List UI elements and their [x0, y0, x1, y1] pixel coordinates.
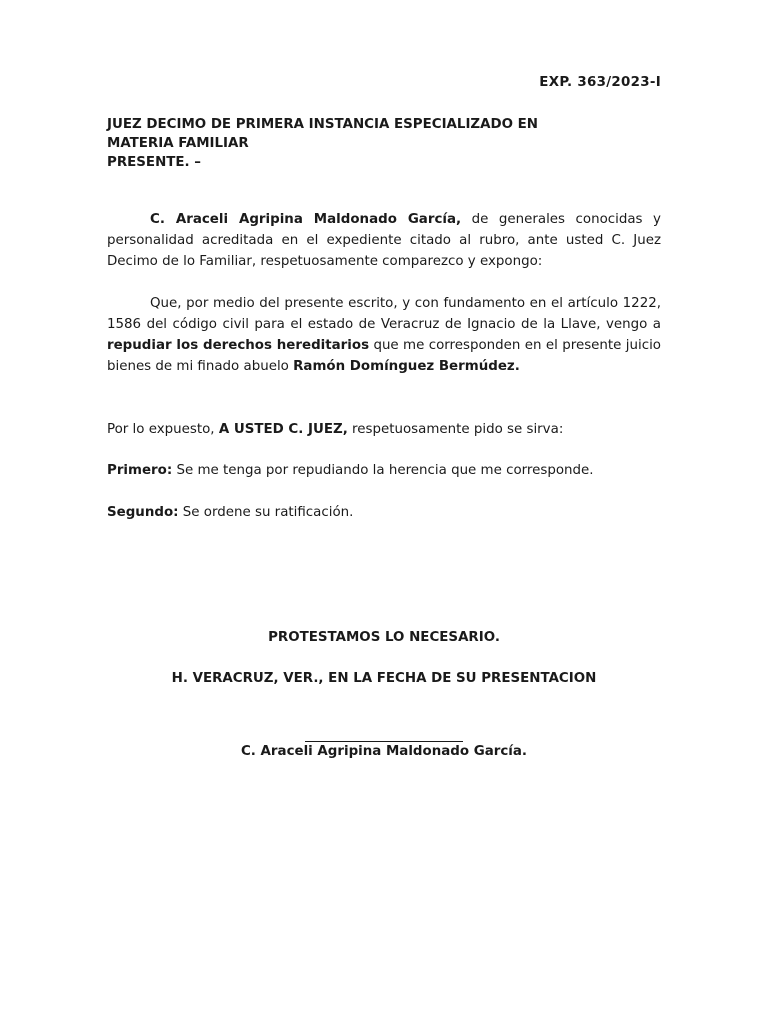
point-second-label: Segundo:	[107, 505, 179, 520]
addressee-line-1: JUEZ DECIMO DE PRIMERA INSTANCIA ESPECIALIZADO EN	[107, 117, 539, 132]
repudiation-phrase: repudiar los derechos hereditarios	[107, 338, 370, 353]
point-first-label: Primero:	[107, 463, 173, 478]
point-second-text: Se ordene su ratificación.	[178, 505, 354, 520]
request-line	[107, 419, 661, 440]
place-date-line: H. VERACRUZ, VER., EN LA FECHA DE SU PRESENTACION	[171, 671, 597, 686]
intro-paragraph	[107, 209, 661, 272]
petition-text-1: Que, por medio del presente escrito, y con fundamento en el artículo 1222, 1586 del código civil para el estado de Veracruz de Ignacio de la Llave, vengo a	[107, 296, 661, 332]
intro-text: de generales conocidas y personalidad acreditada en el expediente citado al rubro, ante usted C. Juez Decimo de lo Familiar, respetuosamente comparezco y expongo:	[107, 212, 661, 269]
point-first-text: Se me tenga por repudiando la herencia que me corresponde.	[172, 463, 594, 478]
point-second	[107, 502, 661, 523]
request-text-2: respetuosamente pido se sirva:	[347, 422, 564, 437]
protest-line: PROTESTAMOS LO NECESARIO.	[268, 630, 500, 645]
petitioner-name: C. Araceli Agripina Maldonado García,	[150, 212, 462, 227]
deceased-name: Ramón Domínguez Bermúdez.	[293, 359, 520, 374]
addressee-line-2: MATERIA FAMILIAR	[107, 136, 249, 151]
request-text-1: Por lo expuesto,	[107, 422, 219, 437]
petition-text-2: que me corresponden en el presente juicio bienes de mi finado abuelo	[107, 338, 661, 374]
point-first	[107, 460, 661, 481]
petition-paragraph	[107, 293, 661, 377]
addressee-line-3: PRESENTE. –	[107, 155, 201, 170]
signer-name: C. Araceli Agripina Maldonado García.	[240, 744, 528, 759]
judge-address: A USTED C. JUEZ,	[218, 422, 348, 437]
addressee-block	[107, 115, 661, 172]
case-number: EXP. 363/2023-I	[539, 75, 661, 90]
